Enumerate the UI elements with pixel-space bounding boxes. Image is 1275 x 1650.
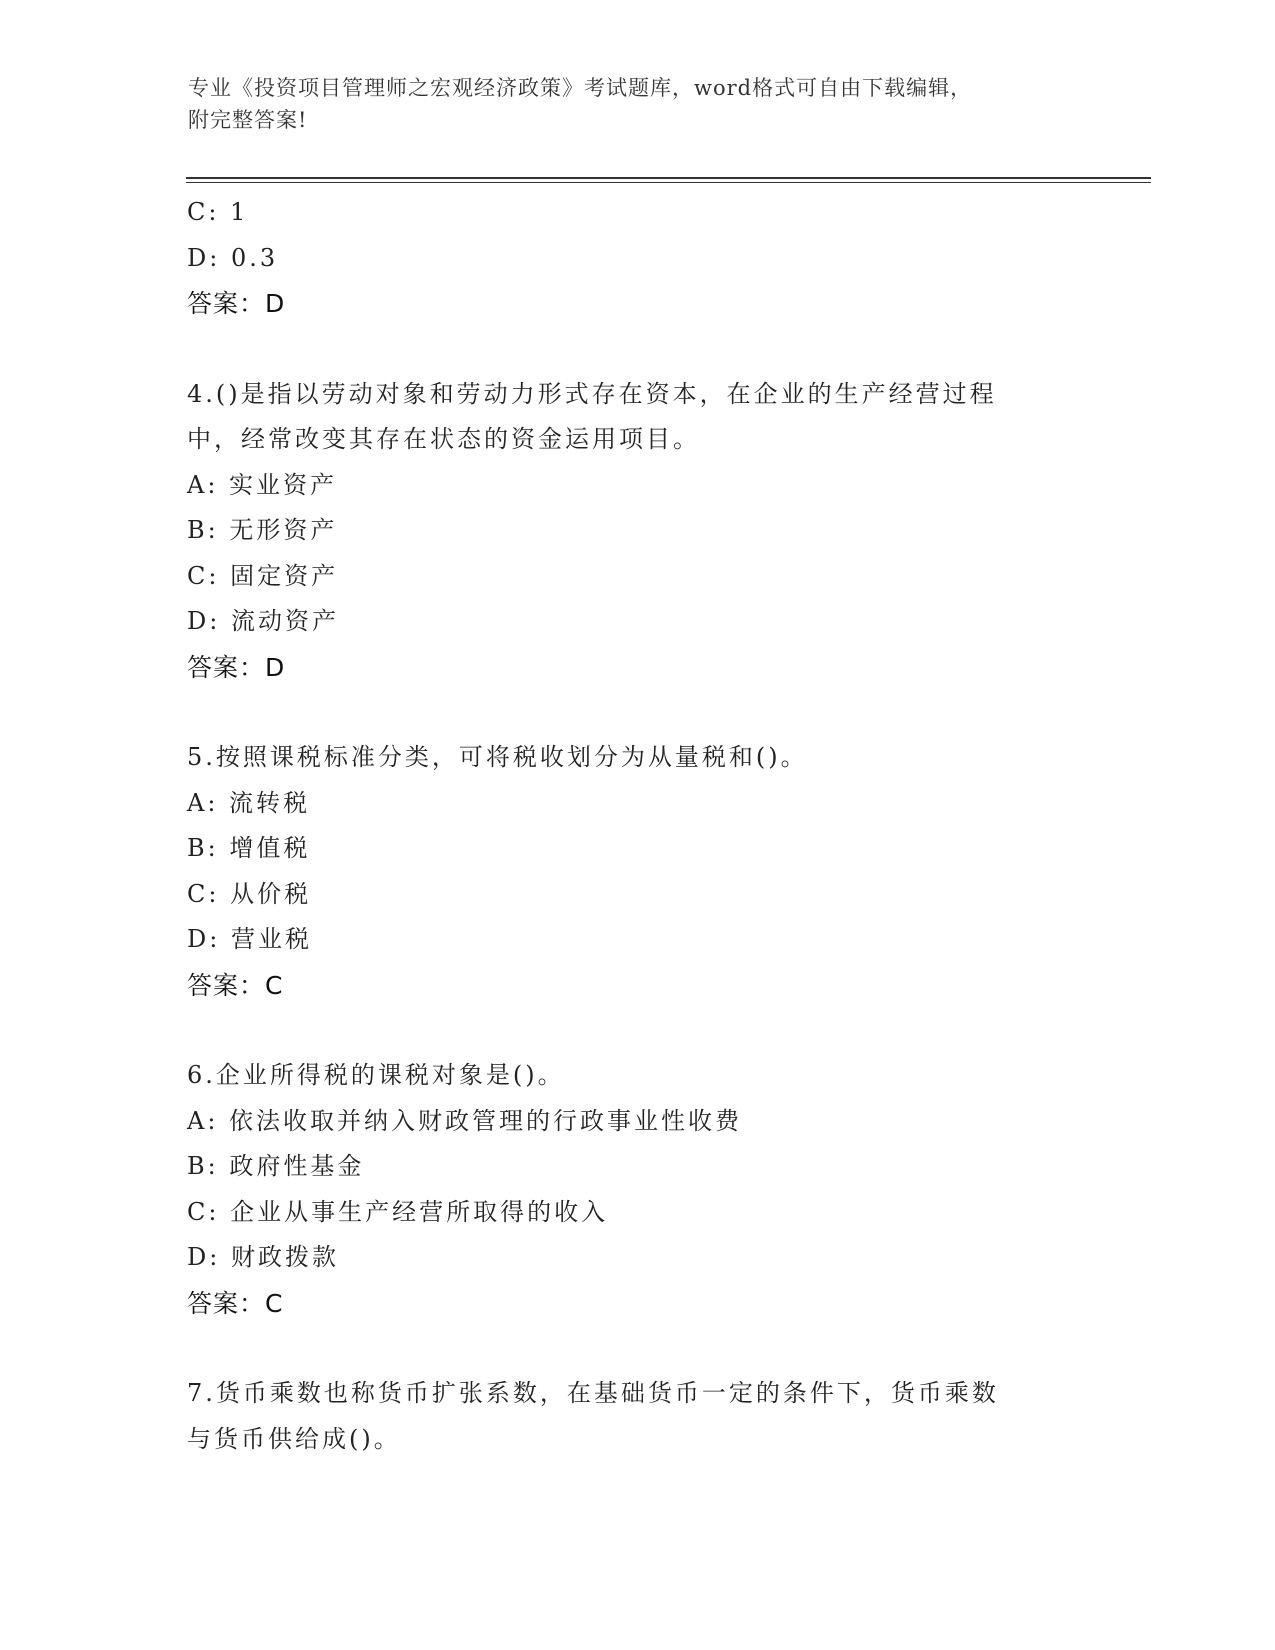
option-c: C: 固定资产 [187, 561, 339, 590]
answer-line: 答案：C [187, 970, 284, 1000]
question-stem-line: 与货币供给成()。 [187, 1424, 401, 1453]
question-stem-line: 6.企业所得税的课税对象是()。 [187, 1061, 565, 1089]
document-header [188, 72, 1068, 136]
option-b: B: 增值税 [187, 834, 311, 862]
answer-line: 答案：D [187, 289, 286, 318]
header-line-1: 专业《投资项目管理师之宏观经济政策》考试题库，word格式可自由下载编辑， [188, 76, 973, 100]
option-d: D: 营业税 [187, 925, 312, 953]
option-a: A: 流转税 [187, 788, 311, 817]
continued-question [187, 190, 1087, 327]
answer-line: 答案：D [187, 652, 286, 682]
question-list [187, 190, 1087, 1462]
option-d: D: 流动资产 [187, 607, 339, 635]
question-stem-line: 5.按照课税标准分类，可将税收划分为从量税和()。 [187, 743, 808, 771]
option-b: B: 政府性基金 [187, 1152, 365, 1180]
question-7 [187, 1371, 1087, 1462]
option-c: C: 1 [187, 198, 249, 226]
question-stem-line: 7.货币乘数也称货币扩张系数，在基础货币一定的条件下，货币乘数 [187, 1379, 999, 1407]
question-stem-line: 4.()是指以劳动对象和劳动力形式存在资本，在企业的生产经营过程 [187, 379, 997, 408]
option-c: C: 从价税 [187, 879, 312, 908]
option-d: D: 财政拨款 [187, 1243, 339, 1271]
option-b: B: 无形资产 [187, 516, 338, 544]
question-4 [187, 372, 1087, 691]
question-stem-line: 中，经常改变其存在状态的资金运用项目。 [187, 425, 700, 453]
header-divider-thick [186, 177, 1151, 179]
header-divider-thin [186, 182, 1151, 183]
answer-line: 答案：C [187, 1288, 284, 1318]
option-a: A: 依法收取并纳入财政管理的行政事业性收费 [187, 1106, 743, 1135]
option-d: D: 0.3 [187, 243, 279, 272]
option-c: C: 企业从事生产经营所取得的收入 [187, 1197, 609, 1226]
question-5 [187, 735, 1087, 1008]
header-line-2: 附完整答案! [188, 108, 308, 132]
option-a: A: 实业资产 [187, 470, 338, 499]
question-6 [187, 1053, 1087, 1326]
